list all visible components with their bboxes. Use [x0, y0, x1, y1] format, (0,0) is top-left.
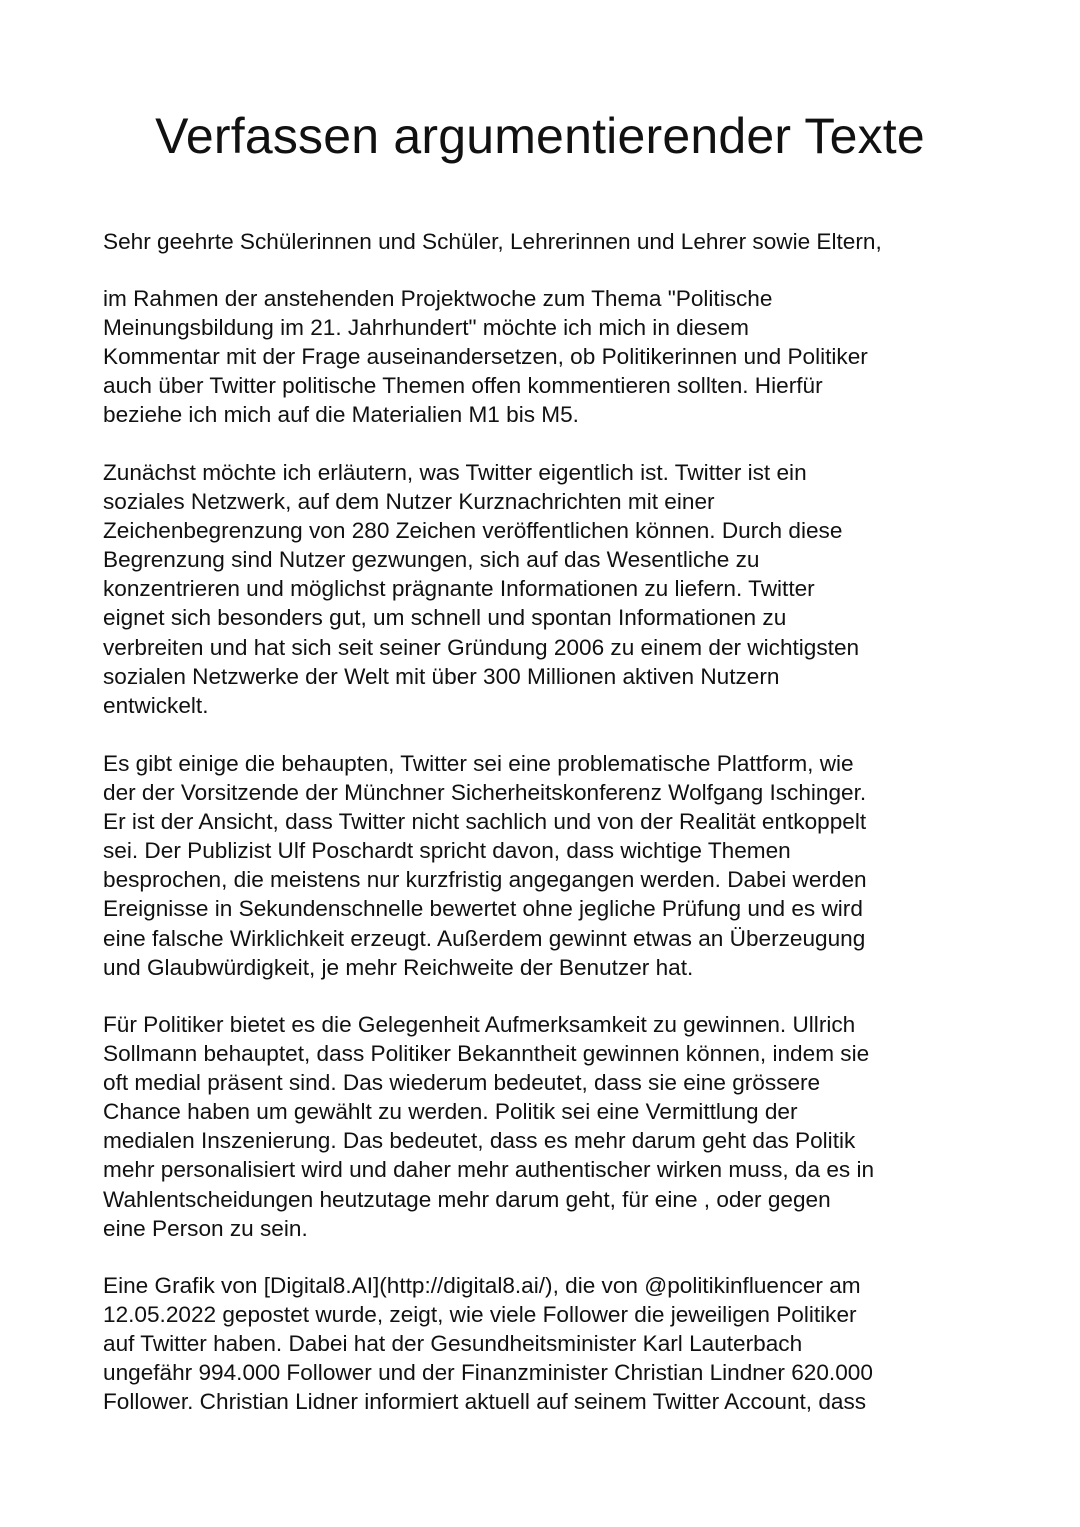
paragraph-line: oft medial präsent sind. Das wiederum bedeutet, dass sie eine grössere: [103, 1070, 821, 1096]
paragraph-line: sei. Der Publizist Ulf Poschardt spricht davon, dass wichtige Themen: [103, 838, 791, 864]
paragraph-line: 12.05.2022 gepostet wurde, zeigt, wie viele Follower die jeweiligen Politiker: [103, 1302, 857, 1328]
paragraph-line: Chance haben um gewählt zu werden. Politik sei eine Vermittlung der: [103, 1099, 798, 1125]
paragraph-line: medialen Inszenierung. Das bedeutet, dass es mehr darum geht das Politik: [103, 1128, 856, 1154]
paragraph-line: Wahlentscheidungen heutzutage mehr darum geht, für eine , oder gegen: [103, 1186, 831, 1212]
paragraph-line: Follower. Christian Lidner informiert aktuell auf seinem Twitter Account, dass: [103, 1389, 867, 1415]
paragraph-line: mehr personalisiert wird und daher mehr authentischer wirken muss, da es in: [103, 1157, 875, 1183]
paragraph-politicians-attention: [103, 1010, 983, 1243]
paragraph-line: eignet sich besonders gut, um schnell und spontan Informationen zu: [103, 605, 787, 631]
paragraph-line: Für Politiker bietet es die Gelegenheit Aufmerksamkeit zu gewinnen. Ullrich: [103, 1012, 856, 1037]
paragraph-line: Zunächst möchte ich erläutern, was Twitter eigentlich ist. Twitter ist ein: [103, 460, 807, 485]
paragraph-line: auf Twitter haben. Dabei hat der Gesundheitsminister Karl Lauterbach: [103, 1331, 803, 1357]
paragraph-line: eine falsche Wirklichkeit erzeugt. Außerdem gewinnt etwas an Überzeugung: [103, 925, 866, 951]
paragraph-introduction: [103, 284, 983, 429]
paragraph-line: der der Vorsitzende der Münchner Sicherheitskonferenz Wolfgang Ischinger.: [103, 780, 867, 806]
paragraph-line: soziales Netzwerk, auf dem Nutzer Kurznachrichten mit einer: [103, 489, 715, 515]
paragraph-line: Kommentar mit der Frage auseinandersetzen, ob Politikerinnen und Politiker: [103, 344, 868, 370]
paragraph-line: verbreiten und hat sich seit seiner Gründung 2006 zu einem der wichtigsten: [103, 634, 860, 660]
paragraph-criticism: [103, 749, 983, 982]
paragraph-line: sozialen Netzwerke der Welt mit über 300 Millionen aktiven Nutzern: [103, 663, 780, 689]
paragraph-line: im Rahmen der anstehenden Projektwoche zum Thema "Politische: [103, 286, 773, 311]
paragraph-line: auch über Twitter politische Themen offen kommentieren sollten. Hierfür: [103, 373, 823, 399]
paragraph-line: Er ist der Ansicht, dass Twitter nicht sachlich und von der Realität entkoppelt: [103, 809, 867, 835]
paragraph-line: Zeichenbegrenzung von 280 Zeichen veröffentlichen können. Durch diese: [103, 518, 843, 544]
paragraph-line: Sollmann behauptet, dass Politiker Bekanntheit gewinnen können, indem sie: [103, 1041, 870, 1067]
paragraph-line: Begrenzung sind Nutzer gezwungen, sich auf das Wesentliche zu: [103, 547, 760, 573]
paragraph-line: Eine Grafik von [Digital8.AI](http://digital8.ai/), die von @politikinfluencer am: [103, 1273, 861, 1298]
paragraph-line: Meinungsbildung im 21. Jahrhundert" möchte ich mich in diesem: [103, 315, 749, 341]
paragraph-line: und Glaubwürdigkeit, je mehr Reichweite der Benutzer hat.: [103, 954, 694, 980]
salutation-line: Sehr geehrte Schülerinnen und Schüler, Lehrerinnen und Lehrer sowie Eltern,: [103, 229, 882, 254]
paragraph-follower-graphic: [103, 1271, 983, 1416]
paragraph-twitter-definition: [103, 458, 983, 720]
paragraph-line: eine Person zu sein.: [103, 1215, 308, 1241]
paragraph-line: besprochen, die meistens nur kurzfristig angegangen werden. Dabei werden: [103, 867, 867, 893]
paragraph-line: konzentrieren und möglichst prägnante Informationen zu liefern. Twitter: [103, 576, 815, 602]
document-title: Verfassen argumentierender Texte: [155, 108, 925, 164]
paragraph-line: beziehe ich mich auf die Materialien M1 bis M5.: [103, 402, 579, 428]
paragraph-line: entwickelt.: [103, 692, 209, 718]
paragraph-line: ungefähr 994.000 Follower und der Finanzminister Christian Lindner 620.000: [103, 1360, 873, 1386]
paragraph-line: Es gibt einige die behaupten, Twitter sei eine problematische Plattform, wie: [103, 751, 854, 776]
salutation: [103, 227, 983, 256]
paragraph-line: Ereignisse in Sekundenschnelle bewertet ohne jegliche Prüfung und es wird: [103, 896, 863, 922]
